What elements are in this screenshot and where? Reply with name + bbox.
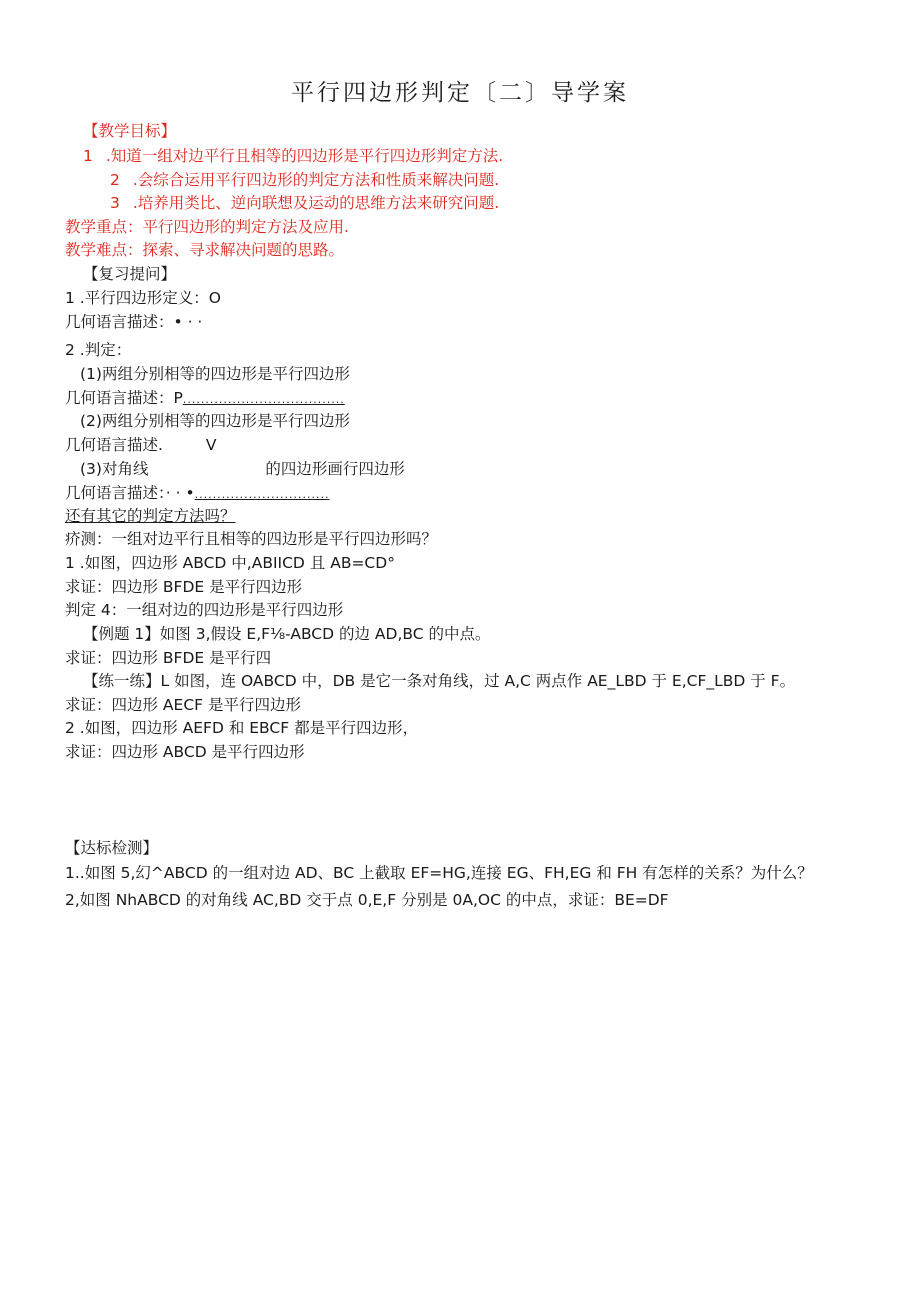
goals-heading: 【教学目标】 [83,122,177,140]
exercise-1: 1 .如图，四边形 ABCD 中,ABIICD 且 AB=CD° [65,554,395,572]
geo-desc-4-prefix: 几何语言描述：· · • [65,484,195,502]
geo-desc-2-prefix: 几何语言描述：P [65,389,183,407]
difficulty: 教学难点：探索、寻求解决问题的思路。 [65,241,345,259]
test-heading: 【达标检测】 [65,839,159,857]
goal-item-2-num: 2 [110,171,120,189]
proof-3: 求证：四边形 AECF 是平行四边形 [65,696,301,714]
goal-item-2 [110,170,499,190]
geo-desc-3-tail: V [205,436,217,454]
judge-1: (1)两组分别相等的四边形是平行四边形 [80,365,350,383]
judge-3 [80,459,405,479]
test-question-2: 2,如图 NhABCD 的对角线 AC,BD 交于点 0,E,F 分别是 0A,OC 的中点，求证：BE=DF [65,891,669,909]
geo-desc-1: 几何语言描述：• · · [65,313,203,331]
goal-item-3-num: 3 [110,194,120,212]
judge-3-a: (3)对角线 [80,460,149,478]
other-methods-question: 还有其它的判定方法吗？ [65,507,236,525]
judge-4: 判定 4：一组对边的四边形是平行四边形 [65,601,344,619]
geo-desc-2 [65,388,345,410]
geo-desc-3 [65,435,216,455]
proof-2: 求证：四边形 BFDE 是平行四 [65,649,272,667]
goal-item-1-num: 1 [83,147,93,165]
exercise-2: 2 .如图，四边形 AEFD 和 EBCF 都是平行四边形， [65,719,419,737]
geo-desc-2-dots: .................................... [182,393,345,406]
proof-4: 求证：四边形 ABCD 是平行四边形 [65,743,305,761]
key-point: 教学重点：平行四边形的判定方法及应用. [65,218,349,236]
review-heading: 【复习提问】 [83,265,177,283]
judge-2: (2)两组分别相等的四边形是平行四边形 [80,412,350,430]
geo-desc-4 [65,483,330,505]
geo-desc-4-dots: .............................. [194,488,330,501]
goal-item-3-text: .培养用类比、逆向联想及运动的思维方法来研究问题. [132,194,500,212]
goal-item-1 [83,146,503,166]
judge-3-b: 的四边形画行四边形 [265,460,405,478]
page-title: 平行四边形判定〔二〕导学案 [291,80,629,106]
guess-line: 疥测：一组对边平行且相等的四边形是平行四边形吗？ [65,530,438,548]
test-question-1: 1..如图 5,幻^ABCD 的一组对边 AD、BC 上截取 EF=HG,连接 EG、FH,EG 和 FH 有怎样的关系？为什么？ [65,864,813,882]
judge-line: 2 .判定： [65,341,132,359]
geo-desc-3-text: 几何语言描述. [65,436,163,454]
example-1: 【例题 1】如图 3,假设 E,F⅛-ABCD 的边 AD,BC 的中点。 [83,625,491,643]
goal-item-3 [110,193,499,213]
goal-item-1-text: .知道一组对边平行且相等的四边形是平行四边形判定方法. [105,147,504,165]
definition-line: 1 .平行四边形定义：O [65,289,221,307]
proof-1: 求证：四边形 BFDE 是平行四边形 [65,578,303,596]
practice-line: 【练一练】L 如图，连 OABCD 中，DB 是它一条对角线，过 A,C 两点作 AE_LBD 于 E,CF_LBD 于 F。 [83,672,796,690]
goal-item-2-text: .会综合运用平行四边形的判定方法和性质来解决问题. [132,171,500,189]
